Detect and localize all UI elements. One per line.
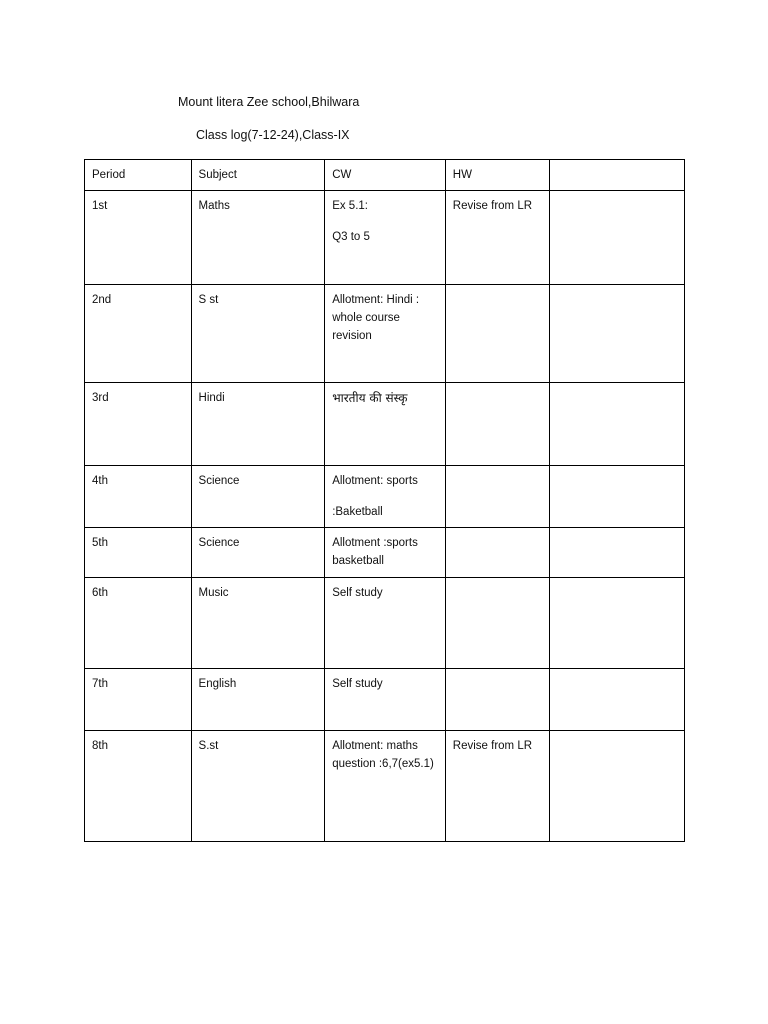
header-period: Period — [85, 160, 192, 191]
period-cell: 8th — [85, 731, 192, 842]
table-row — [85, 669, 685, 731]
subject-cell: English — [191, 669, 325, 731]
subject-cell: S.st — [191, 731, 325, 842]
table-row — [85, 731, 685, 842]
table-row — [85, 578, 685, 669]
cw-cell: Allotment: Hindi : whole course revision — [325, 285, 446, 383]
hw-cell — [445, 383, 550, 466]
extra-cell — [550, 383, 685, 466]
cw-text-2: Q3 to 5 — [332, 231, 370, 243]
header-cw: CW — [325, 160, 446, 191]
table-row — [85, 383, 685, 466]
school-name: Mount litera Zee school,Bhilwara — [178, 95, 360, 109]
hw-cell — [445, 669, 550, 731]
table-row — [85, 528, 685, 578]
extra-cell — [550, 731, 685, 842]
extra-cell — [550, 578, 685, 669]
cw-cell: Self study — [325, 669, 446, 731]
hw-cell — [445, 578, 550, 669]
cw-cell: Allotment :sports basketball — [325, 528, 446, 578]
extra-cell — [550, 191, 685, 285]
hw-cell — [445, 285, 550, 383]
subject-cell: S st — [191, 285, 325, 383]
subject-cell: Music — [191, 578, 325, 669]
extra-cell — [550, 466, 685, 528]
cw-text: Ex 5.1: — [332, 200, 368, 212]
extra-cell — [550, 285, 685, 383]
header-extra — [550, 160, 685, 191]
cw-text: Allotment: sports — [332, 475, 418, 487]
class-log-title: Class log(7-12-24),Class-IX — [196, 128, 350, 142]
hw-cell — [445, 528, 550, 578]
cw-cell: Allotment: maths question :6,7(ex5.1) — [325, 731, 446, 842]
cw-cell: Self study — [325, 578, 446, 669]
table-row — [85, 466, 685, 528]
cw-cell: भारतीय की संस्कृ — [325, 383, 446, 466]
table-row — [85, 191, 685, 285]
header-subject: Subject — [191, 160, 325, 191]
period-cell: 2nd — [85, 285, 192, 383]
cw-cell — [325, 191, 446, 285]
period-cell: 4th — [85, 466, 192, 528]
header-hw: HW — [445, 160, 550, 191]
period-cell: 1st — [85, 191, 192, 285]
subject-cell: Hindi — [191, 383, 325, 466]
hw-cell — [445, 466, 550, 528]
subject-cell: Science — [191, 466, 325, 528]
extra-cell — [550, 528, 685, 578]
cw-text-2: :Baketball — [332, 506, 383, 518]
extra-cell — [550, 669, 685, 731]
subject-cell: Science — [191, 528, 325, 578]
hw-cell: Revise from LR — [445, 731, 550, 842]
period-cell: 3rd — [85, 383, 192, 466]
period-cell: 7th — [85, 669, 192, 731]
class-log-table — [84, 159, 685, 842]
cw-cell — [325, 466, 446, 528]
table-row — [85, 285, 685, 383]
hw-cell: Revise from LR — [445, 191, 550, 285]
table-header-row — [85, 160, 685, 191]
period-cell: 5th — [85, 528, 192, 578]
subject-cell: Maths — [191, 191, 325, 285]
period-cell: 6th — [85, 578, 192, 669]
